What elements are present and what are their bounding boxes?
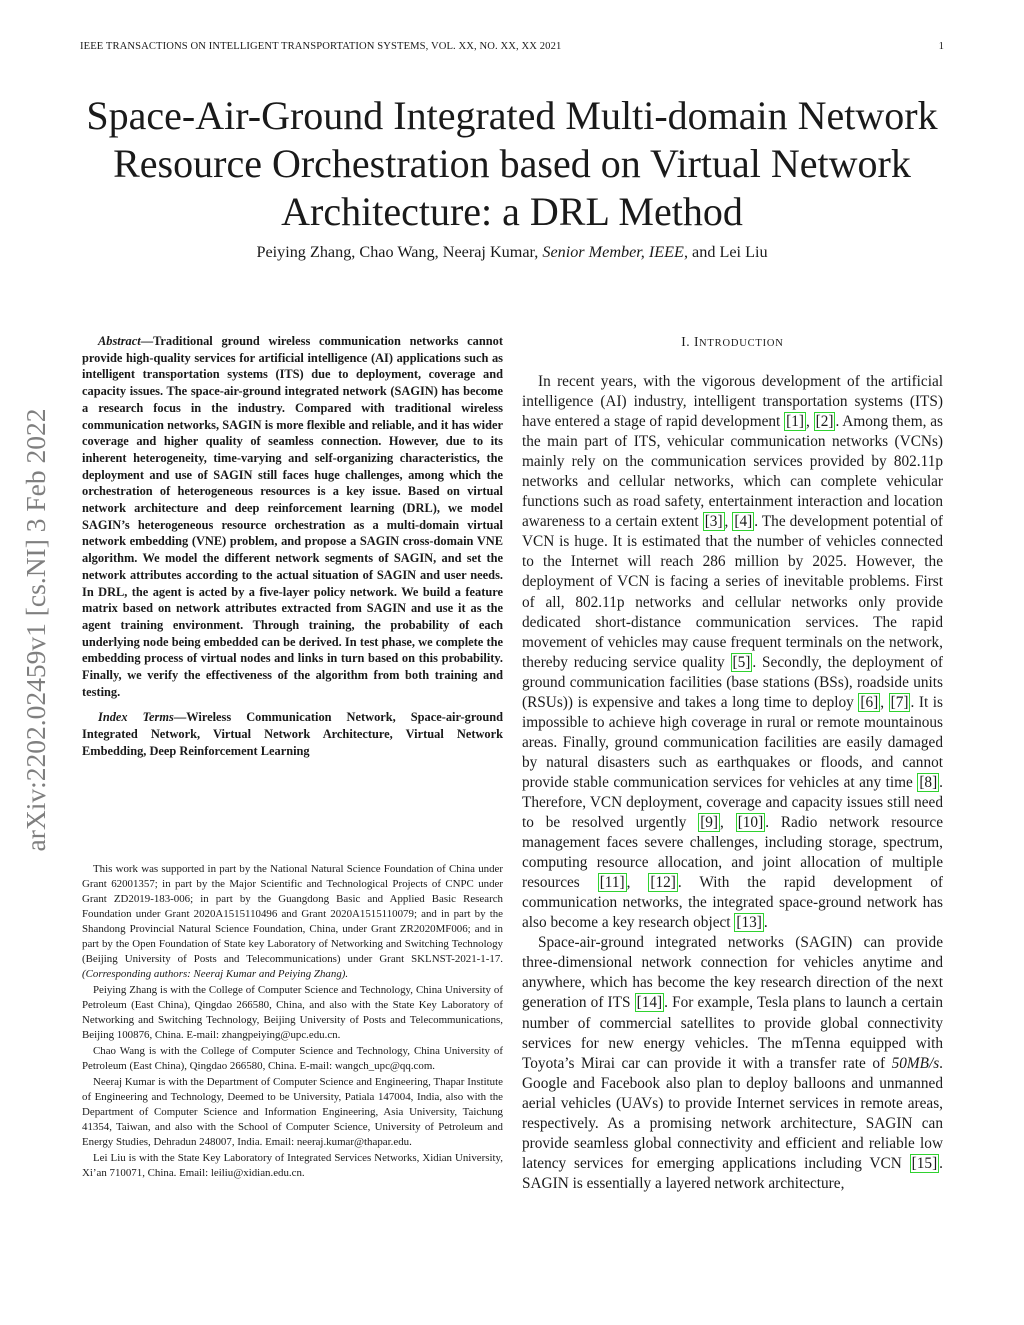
citation-link[interactable]: [9]: [700, 814, 719, 832]
affiliation-zhang: Peiying Zhang is with the College of Computer Science and Technology, China University of Petroleum (East China), Qingdao 266580, China, and also with the State Key Laboratory of Networking and Switching Technology, Beijing University of Posts and Telecommunications, Beijing 100876, China. E-mail: zhangpeiying@upc.edu.cn.: [82, 984, 503, 1041]
author-membership: Senior Member, IEEE: [542, 243, 684, 261]
citation-link[interactable]: [6]: [860, 693, 879, 711]
section-initial: I: [694, 334, 700, 349]
citation-link[interactable]: [3]: [704, 513, 723, 531]
running-header: [80, 41, 944, 55]
author-names: Peiying Zhang, Chao Wang, Neeraj Kumar,: [256, 243, 543, 261]
citation-link[interactable]: [2]: [815, 413, 834, 431]
affiliation-kumar: Neeraj Kumar is with the Department of Computer Science and Engineering, Thapar Institute of Engineering and Technology, Deemed to be University, Patiala 147004, India, also with the Department of Computer Science and Information Engineering, Asia University, Taichung 41354, Taiwan, and also with the School of Computer Science, University of Petroleum and Energy Studies, Dehradun 248007, India. Email: neeraj.kumar@thapar.edu.: [82, 1076, 503, 1148]
arxiv-identifier[interactable]: arXiv:2202.02459v1 [cs.NI] 3 Feb 2022: [20, 408, 51, 852]
funding-text: This work was supported in part by the National Natural Science Foundation of China under Grant 62001357; in part by the Major Scientific and Technological Projects of CNPC under Grant ZD2019-183-006; in part by the Guangdong Basic and Applied Basic Research Foundation under Grant 2020A1515110496 and Grant 2020A1515110079; and in part by the Shandong Provincial Natural Science Foundation, China, under Grant ZR2020MF006; and in part by the Open Foundation of State key Laboratory of Networking and Switching Technology (Beijing University of Posts and Telecommunications) under Grant SKLNST-2021-1-17.: [82, 863, 503, 965]
intro-paragraph-2: Space-air-ground integrated networks (SAGIN) can provide three-dimensional network connection for vehicles anytime and anywhere, which has become the key research direction of the next generation of ITS [14] . For example, Tesla plans to launch a certain number of commercial satellites to provide global connectivity services for new energy vehicles. The mTenna equipped with Toyota’s Mirai car can provide it with a transfer rate of 50MB/s. Google and Facebook also plan to deploy balloons and unmanned aerial vehicles (UAVs) to provide Internet services in remote areas, respectively. As a promising network architecture, SAGIN can provide seamless global connectivity and efficient and reliable low latency services for emerging applications including VCN [15] . SAGIN is essentially a layered network architecture,: [522, 934, 943, 1192]
citation-link[interactable]: [15]: [911, 1154, 938, 1172]
section-name: NTRODUCTION: [699, 338, 784, 349]
affiliation-wang: Chao Wang is with the College of Computer Science and Technology, China University of Petroleum (East China), Qingdao 266580, China. E-mail: wangch_upc@qq.com.: [82, 1045, 503, 1072]
corresponding-authors: (Corresponding authors: Neeraj Kumar and Peiying Zhang).: [82, 968, 349, 980]
author-names-end: , and Lei Liu: [683, 243, 768, 261]
citation-link[interactable]: [14]: [636, 994, 663, 1012]
arxiv-stamp: [6, 300, 66, 960]
left-column: [82, 333, 503, 772]
citation-link[interactable]: [10]: [737, 814, 764, 832]
citation-link[interactable]: [4]: [734, 513, 753, 531]
footnotes: [82, 862, 503, 1182]
page-number: 1: [938, 41, 944, 52]
section-heading-introduction: [522, 333, 943, 351]
paper-title: [60, 92, 964, 236]
funding-footnote: [82, 862, 503, 982]
citation-link[interactable]: [7]: [890, 693, 909, 711]
citation-link[interactable]: [12]: [650, 874, 676, 892]
affiliation-liu: Lei Liu is with the State Key Laboratory of Integrated Services Networks, Xidian University, Xi’an 710071, China. Email: leiliu@xidian.edu.cn.: [82, 1152, 503, 1179]
section-numeral: I.: [681, 334, 695, 349]
index-terms-text: —Wireless Communication Network, Space-air-ground Integrated Network, Virtual Network Architecture, Virtual Network Embedding, Deep Reinforcement Learning: [82, 710, 504, 758]
transfer-rate-math: 50MB/s: [891, 1054, 940, 1072]
citation-link[interactable]: [1]: [786, 413, 804, 431]
citation-link[interactable]: [11]: [599, 874, 625, 892]
title-line: Architecture: a DRL Method: [281, 189, 743, 234]
abstract-label: Abstract: [98, 334, 141, 348]
title-line: Resource Orchestration based on Virtual Network: [113, 141, 911, 186]
index-terms: [82, 709, 503, 759]
index-terms-label: Index Terms: [98, 710, 174, 725]
citation-link[interactable]: [13]: [736, 914, 762, 932]
intro-paragraph-1: In recent years, with the vigorous development of the artificial intelligence (AI) industry, intelligent transportation systems (ITS) have entered a stage of rapid development [1] , [2] . Among them, as the main part of ITS, vehicular communication networks (VCNs) mainly rely on the communication services provided by 802.11p networks and cellular networks, which can complete vehicular functions such as road safety, entertainment interaction and location awareness to a certain extent [3] , [4] . The development potential of VCN is huge. It is estimated that the number of vehicles connected to the Internet will reach 286 million by 2025. However, the deployment of VCN is facing a series of inevitable problems. First of all, 802.11p networks and cellular networks only provide dedicated short-distance communication services. The rapid movement of vehicles may cause frequent terminals on the network, thereby reducing service quality [5] . Secondly, the deployment of ground communication facilities (base stations (BSs), roadside units (RSUs)) is expensive and takes a long time to deploy [6] , [7] . It is impossible to achieve high coverage in rural or remote mountainous areas. Finally, ground communication facilities are easily damaged by natural disasters such as earthquakes or floods, and cannot provide stable communication services for vehicles at any time [8] . Therefore, VCN deployment, coverage and capacity issues still need to be resolved urgently [9] , [10] . Radio network resource management faces severe challenges, including storage, spectrum, computing resource allocation, and joint allocation of multiple resources [11] , [12] . With the rapid development of communication networks, the integrated space-ground network has also become a key research object [13] .: [522, 373, 944, 932]
citation-link[interactable]: [8]: [919, 773, 938, 791]
author-list: [60, 243, 964, 262]
journal-name: IEEE TRANSACTIONS ON INTELLIGENT TRANSPORTATION SYSTEMS, VOL. XX, NO. XX, XX 2021: [80, 41, 562, 52]
abstract-text: —Traditional ground wireless communication networks cannot provide high-quality services for artificial intelligence (AI) applications such as intelligent transportation systems (ITS) due to deployment, coverage and capacity issues. The space-air-ground integrated network (SAGIN) has become a research focus in the industry. Compared with traditional wireless communication networks, SAGIN is more flexible and reliable, and it has wider coverage and higher quality of seamless connection. However, due to its inherent heterogeneity, time-varying and self-organizing characteristics, the deployment and use of SAGIN still faces huge challenges, among which the orchestration of heterogeneous resources is a key issue. Based on virtual network architecture and deep reinforcement learning (DRL), we model SAGIN’s heterogeneous resource orchestration as a multi-domain virtual network embedding (VNE) problem, and propose a SAGIN cross-domain VNE algorithm. We model the different network segments of SAGIN, and set the network attributes according to the actual situation of SAGIN and user needs. In DRL, the agent is acted by a five-layer policy network. We build a feature matrix based on network attributes extracted from SAGIN and use it as the agent training environment. Through training, the probability of each underlying node being embedded can be derived. In test phase, we complete the embedding process of virtual nodes and links in turn based on this probability. Finally, we verify the effectiveness of the algorithm from both training and testing.: [82, 334, 503, 699]
abstract: [82, 333, 503, 700]
title-line: Space-Air-Ground Integrated Multi-domain Network: [86, 93, 938, 138]
citation-link[interactable]: [5]: [732, 653, 751, 671]
right-column: [522, 333, 943, 1194]
